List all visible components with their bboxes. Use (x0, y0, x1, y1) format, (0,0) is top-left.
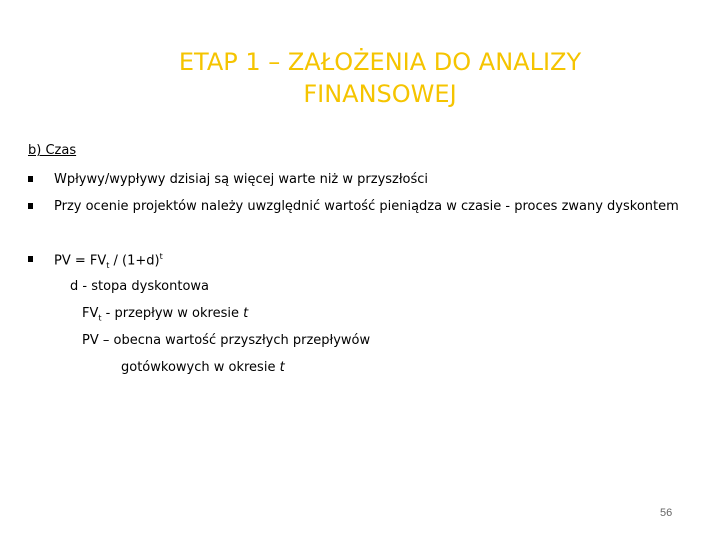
bullet-icon (28, 256, 33, 262)
slide-title (100, 46, 660, 110)
title-line-1: ETAP 1 – ZAŁOŻENIA DO ANALIZY (178, 48, 582, 76)
page-number: 56 (660, 507, 673, 519)
bullet-text-1: Wpływy/wypływy dzisiaj są więcej warte niż w przyszłości (54, 172, 429, 187)
bullet-text-2: Przy ocenie projektów należy uwzględnić wartość pieniądza w czasie - proces zwany dyskontem (54, 199, 679, 214)
pv-formula: PV = $FV_t / (1+d)^t$ (54, 252, 163, 270)
section-subtitle: b) Czas (28, 143, 77, 158)
definition-pv-line-2: gotówkowych w okresie t (121, 360, 285, 375)
bullet-icon (28, 176, 33, 182)
definition-fv: $FV_t$ - przepływ w okresie t (82, 306, 249, 323)
definition-d: d - stopa dyskontowa (70, 279, 210, 294)
definition-pv-line-1: PV – obecna wartość przyszłych przepływów (82, 333, 371, 348)
bullet-icon (28, 203, 33, 209)
title-line-2: FINANSOWEJ (303, 80, 457, 108)
